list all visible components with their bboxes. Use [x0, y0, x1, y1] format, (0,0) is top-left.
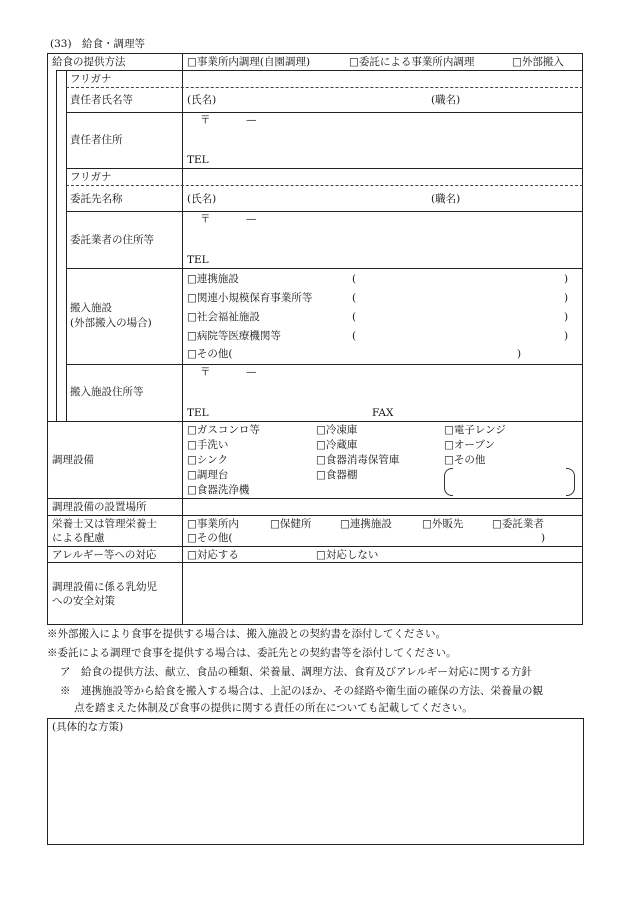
close-paren: ) [564, 311, 569, 323]
option-other-facility[interactable]: □その他( [187, 348, 233, 360]
option-other-equipment[interactable]: □その他 [444, 454, 486, 466]
postal-dash: — [246, 114, 257, 126]
contractor-name-label: 委託先名称 [70, 193, 123, 205]
infant-safety-sublabel: への安全対策 [52, 595, 115, 607]
responsible-address-label: 責任者住所 [70, 134, 123, 146]
option-oven[interactable]: □オーブン [444, 439, 495, 451]
option-cupboard[interactable]: □食器棚 [316, 469, 358, 481]
postal-dash: — [246, 213, 257, 225]
other-bracket-right [566, 468, 575, 496]
note-external-contract: ※外部搬入により食事を提供する場合は、搬入施設との契約書を添付してください。 [47, 628, 446, 640]
supply-facility-sublabel: (外部搬入の場合) [70, 317, 152, 329]
fax-label: FAX [372, 407, 394, 419]
option-contractor[interactable]: □委託業者 [492, 518, 544, 530]
close-paren: ) [541, 532, 546, 544]
responsible-name-field[interactable]: (氏名) [187, 94, 217, 106]
supply-address-label: 搬入施設住所等 [70, 386, 144, 398]
option-welfare-facility[interactable]: □社会福祉施設 [187, 311, 260, 323]
tel-label: TEL [187, 154, 209, 166]
postal-mark: 〒 [200, 366, 211, 378]
postal-mark: 〒 [200, 213, 211, 225]
option-health-center[interactable]: □保健所 [270, 518, 312, 530]
infant-safety-label: 調理設備に係る乳幼児 [52, 581, 157, 593]
open-paren: ( [352, 311, 357, 323]
cooking-equipment-label: 調理設備 [52, 454, 94, 466]
option-sink[interactable]: □シンク [187, 454, 228, 466]
infant-safety-field[interactable] [187, 566, 577, 620]
equipment-location-field[interactable] [187, 500, 577, 514]
option-partner-facility[interactable]: □連携施設 [187, 273, 239, 285]
option-freezer[interactable]: □冷凍庫 [316, 424, 358, 436]
responsible-title-field[interactable]: (職名) [431, 94, 461, 106]
close-paren: ) [564, 292, 569, 304]
option-small-nursery[interactable]: □関連小規模保育事業所等 [187, 292, 313, 304]
option-allergy-no[interactable]: □対応しない [316, 549, 379, 561]
supply-facility-label: 搬入施設 [70, 302, 112, 314]
option-medical-institution[interactable]: □病院等医療機関等 [187, 330, 281, 342]
other-equipment-field[interactable] [455, 470, 563, 492]
other-bracket-left [444, 468, 453, 496]
note-item-b-line1: ※ 連携施設等から給食を搬入する場合は、上記のほか、その経路や衛生面の確保の方法、栄養量の観 [60, 685, 543, 697]
note-contractor-contract: ※委託による調理で食事を提供する場合は、委託先との契約書等を添付してください。 [47, 647, 457, 659]
plan-box[interactable] [47, 718, 584, 845]
option-dish-sterilizer[interactable]: □食器消毒保管庫 [316, 454, 400, 466]
option-refrigerator[interactable]: □冷蔵庫 [316, 439, 358, 451]
responsible-name-label: 責任者氏名等 [70, 94, 133, 106]
option-dishwasher[interactable]: □食器洗浄機 [187, 484, 250, 496]
option-gas-stove[interactable]: □ガスコンロ等 [187, 424, 260, 436]
option-contracted-cooking[interactable]: □委託による事業所内調理 [349, 56, 475, 68]
contractor-title-field[interactable]: (職名) [431, 193, 461, 205]
open-paren: ( [352, 292, 357, 304]
option-microwave[interactable]: □電子レンジ [444, 424, 506, 436]
close-paren: ) [517, 348, 522, 360]
postal-dash: — [246, 366, 257, 378]
option-in-house-cooking[interactable]: □事業所内調理(自園調理) [187, 56, 311, 68]
contractor-address-label: 委託業者の住所等 [70, 234, 154, 246]
option-allergy-yes[interactable]: □対応する [187, 549, 239, 561]
contractor-furigana-label: フリガナ [70, 171, 112, 183]
plan-box-label: (具体的な方策) [52, 721, 124, 733]
option-hand-wash[interactable]: □手洗い [187, 439, 229, 451]
option-external-seller[interactable]: □外販先 [422, 518, 464, 530]
open-paren: ( [352, 330, 357, 342]
option-partner[interactable]: □連携施設 [340, 518, 392, 530]
postal-mark: 〒 [200, 114, 211, 126]
close-paren: ) [564, 330, 569, 342]
tel-label: TEL [187, 254, 209, 266]
provision-method-label: 給食の提供方法 [52, 56, 126, 68]
tel-label: TEL [187, 407, 209, 419]
note-item-b-line2: 点を踏まえた体制及び食事の提供に関する責任の所在についても記載してください。 [74, 702, 473, 714]
section-title: (33) 給食・調理等 [50, 38, 146, 50]
option-external-delivery[interactable]: □外部搬入 [512, 56, 564, 68]
allergy-label: アレルギー等への対応 [52, 549, 157, 561]
note-item-a: ア 給食の提供方法、献立、食品の種類、栄養量、調理方法、食育及びアレルギー対応に関する方針 [60, 666, 532, 678]
option-cooking-table[interactable]: □調理台 [187, 469, 229, 481]
option-in-facility[interactable]: □事業所内 [187, 518, 239, 530]
dietitian-sublabel: による配慮 [52, 532, 105, 544]
furigana-field[interactable] [187, 72, 577, 86]
furigana-label: フリガナ [70, 73, 112, 85]
option-other-dietitian[interactable]: □その他( [187, 532, 233, 544]
contractor-furigana-field[interactable] [187, 170, 577, 184]
close-paren: ) [564, 273, 569, 285]
contractor-name-field[interactable]: (氏名) [187, 193, 217, 205]
equipment-location-label: 調理設備の設置場所 [52, 501, 147, 513]
open-paren: ( [352, 273, 357, 285]
dietitian-label: 栄養士又は管理栄養士 [52, 518, 157, 530]
